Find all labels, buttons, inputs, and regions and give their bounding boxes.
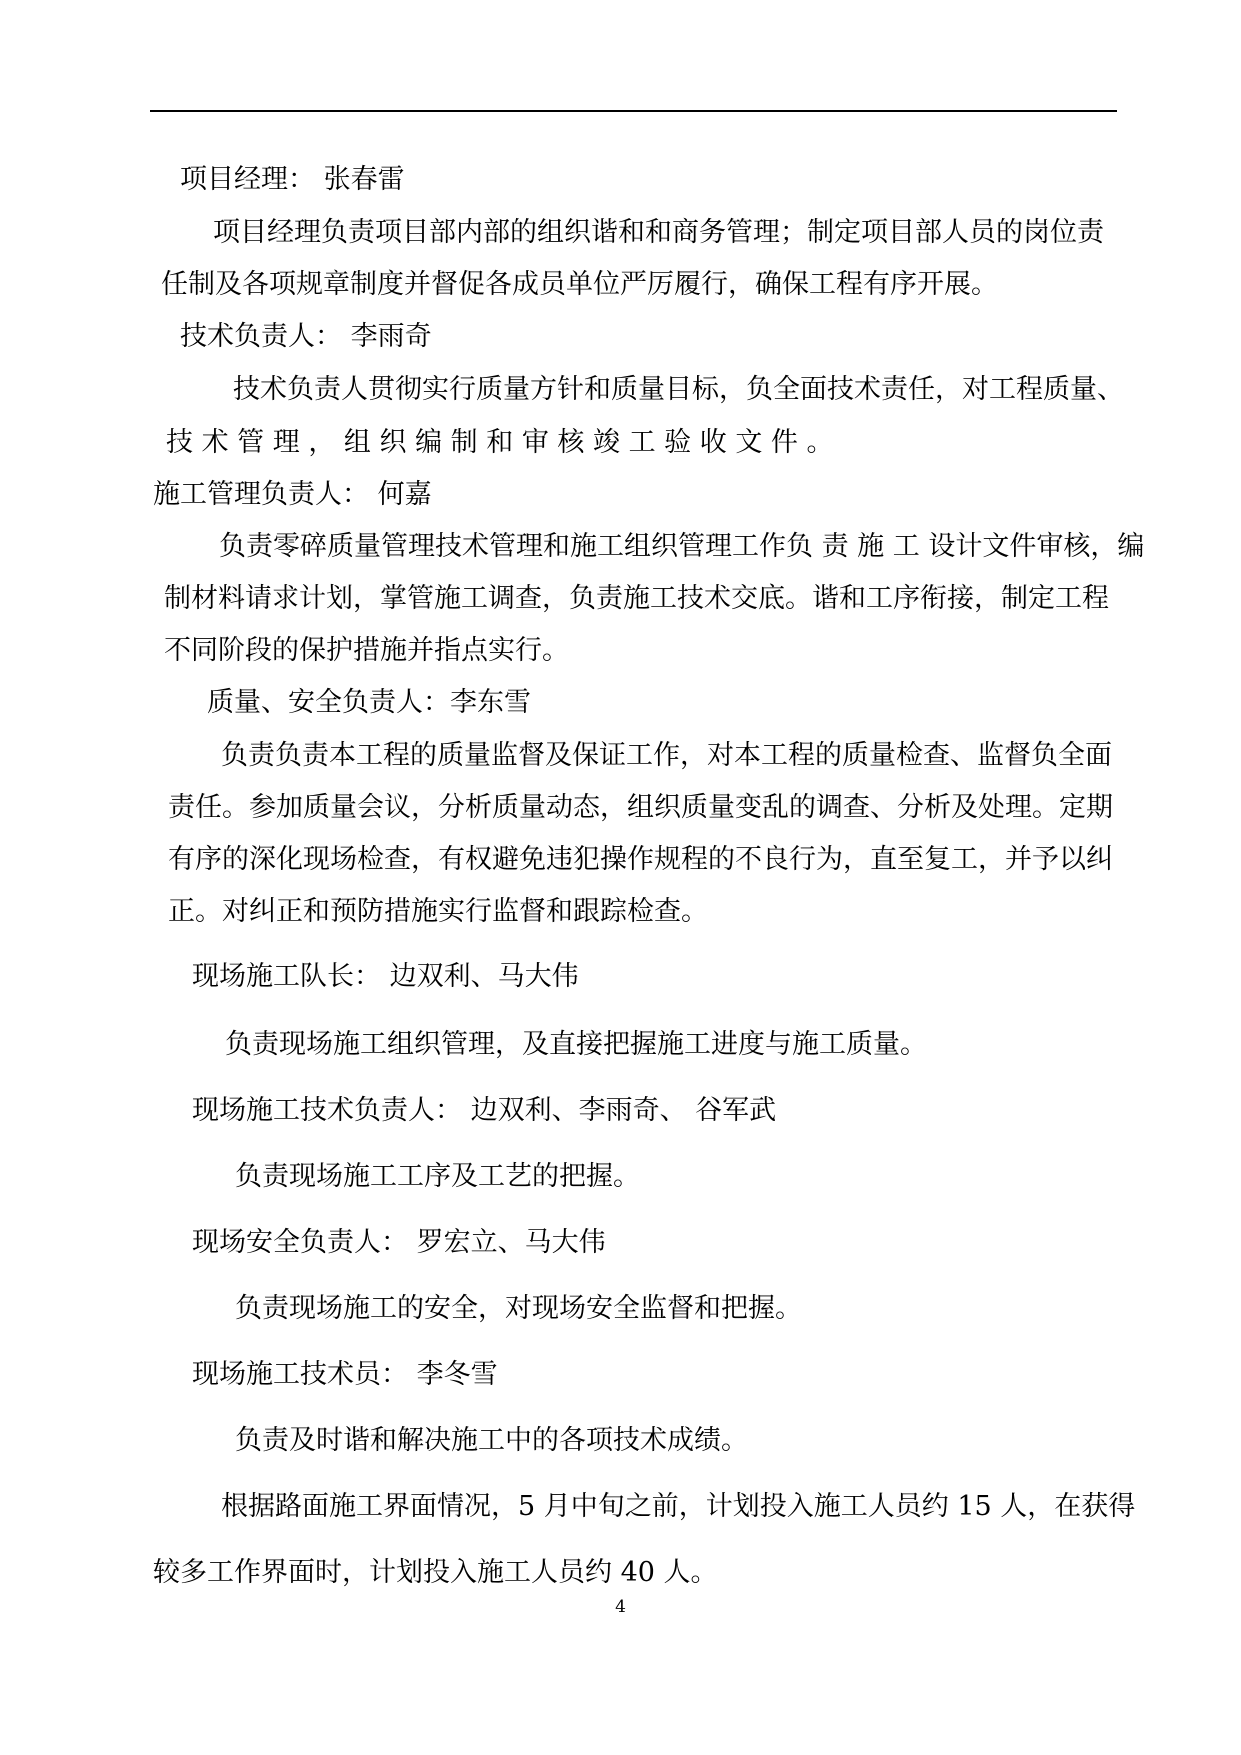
text-line: 较多工作界面时，计划投入施工人员约 40 人。	[153, 1557, 718, 1588]
text-line: 负责现场施工组织管理，及直接把握施工进度与施工质量。	[225, 1029, 927, 1060]
page-number: 4	[615, 1597, 626, 1617]
text-line: 负责负责本工程的质量监督及保证工作，对本工程的质量检查、监督负全面	[221, 740, 1112, 771]
header-rule	[150, 110, 1117, 112]
text-line: 根据路面施工界面情况，5 月中旬之前，计划投入施工人员约 15 人，在获得	[221, 1491, 1136, 1522]
text-line: 负责现场施工工序及工艺的把握。	[235, 1161, 640, 1192]
text-line: 技术负责人： 李雨奇	[180, 321, 432, 352]
text-line: 技 术 管 理 ， 组 织 编 制 和 审 核 竣 工 验 收 文 件 。	[166, 427, 834, 458]
text-line: 技术负责人贯彻实行质量方针和质量目标，负全面技术责任，对工程质量、	[233, 374, 1124, 405]
text-line: 质量、安全负责人：李东雪	[207, 687, 531, 718]
text-line: 现场施工技术负责人： 边双利、李雨奇、 谷军武	[192, 1095, 777, 1126]
text-line: 施工管理负责人： 何嘉	[153, 479, 432, 510]
text-line: 现场安全负责人： 罗宏立、马大伟	[192, 1227, 606, 1258]
text-line: 正。对纠正和预防措施实行监督和跟踪检查。	[168, 896, 708, 927]
text-line: 负责及时谐和解决施工中的各项技术成绩。	[235, 1425, 748, 1456]
text-line: 任制及各项规章制度并督促各成员单位严厉履行，确保工程有序开展。	[161, 269, 998, 300]
text-line: 项目经理： 张春雷	[180, 164, 405, 195]
text-line: 有序的深化现场检查，有权避免违犯操作规程的不良行为，直至复工，并予以纠	[168, 844, 1113, 875]
text-line: 现场施工队长： 边双利、马大伟	[192, 961, 579, 992]
text-line: 负责现场施工的安全，对现场安全监督和把握。	[235, 1293, 802, 1324]
text-line: 现场施工技术员： 李冬雪	[192, 1359, 498, 1390]
text-line: 负责零碎质量管理技术管理和施工组织管理工作负 责 施 工 设计文件审核，编	[219, 531, 1145, 562]
text-line: 不同阶段的保护措施并指点实行。	[164, 635, 569, 666]
text-line: 责任。参加质量会议，分析质量动态，组织质量变乱的调查、分析及处理。定期	[168, 792, 1113, 823]
text-line: 项目经理负责项目部内部的组织谐和和商务管理；制定项目部人员的岗位责	[213, 217, 1104, 248]
text-line: 制材料请求计划，掌管施工调查，负责施工技术交底。谐和工序衔接，制定工程	[164, 583, 1109, 614]
